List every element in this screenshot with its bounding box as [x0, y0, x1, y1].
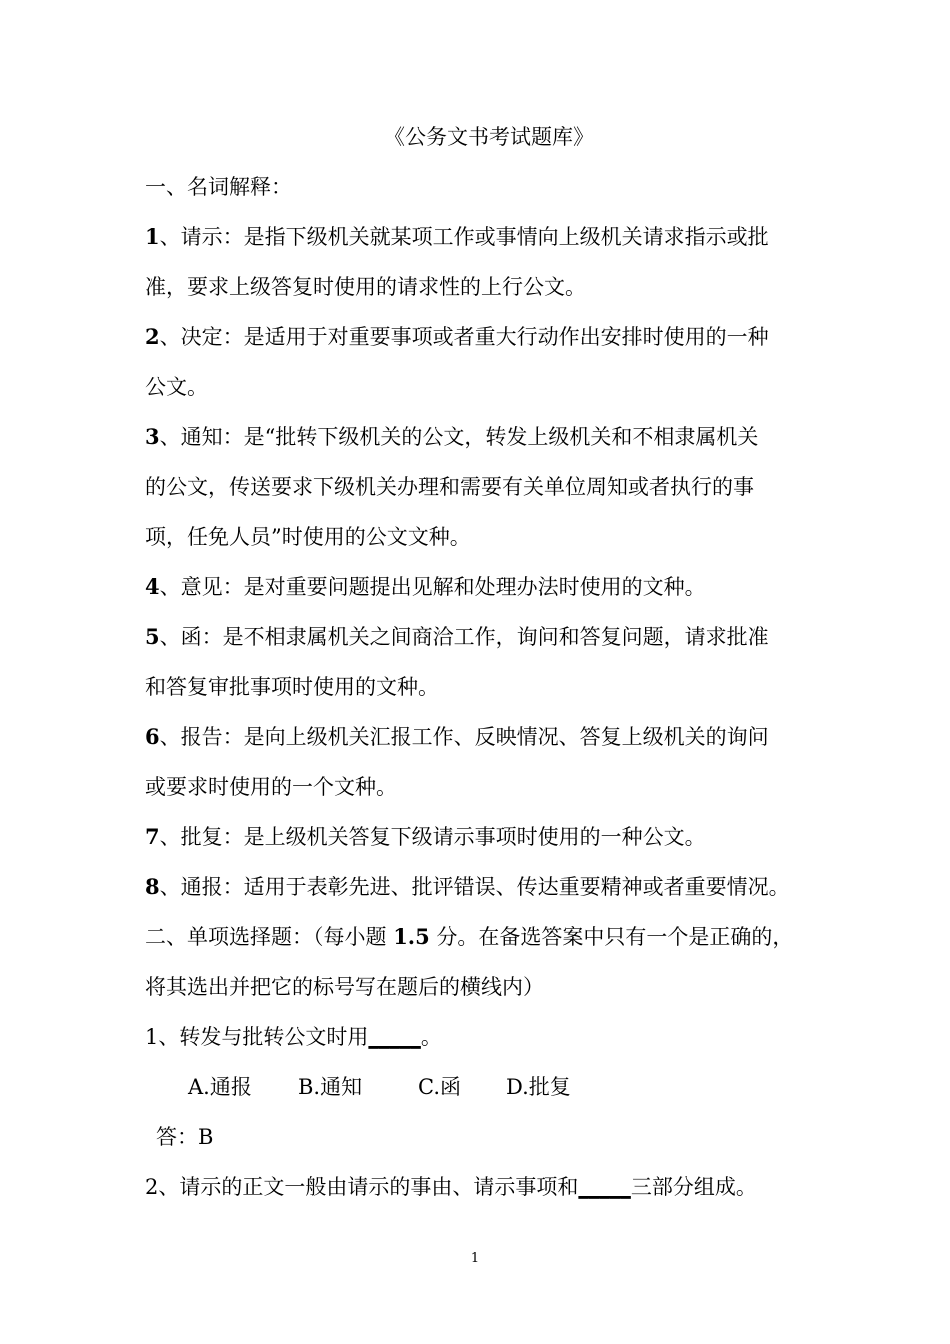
- question-1-options: [188, 1073, 571, 1101]
- definition-item-6-cont: 或要求时使用的一个文种。: [145, 775, 397, 799]
- item-separator: 、: [159, 225, 181, 249]
- item-number: 5: [145, 624, 160, 649]
- question-2: [145, 1173, 757, 1201]
- item-number: 1: [145, 224, 160, 249]
- document-title: 《公务文书考试题库》: [384, 125, 594, 149]
- item-text: 请示：是指下级机关就某项工作或事情向上级机关请求指示或批: [180, 225, 769, 249]
- item-text: 通报：适用于表彰先进、批评错误、传达重要精神或者重要情况。: [180, 875, 790, 899]
- question-1-answer: 答：B: [156, 1125, 214, 1149]
- definition-item-3-cont: 的公文，传送要求下级机关办理和需要有关单位周知或者执行的事: [145, 475, 754, 499]
- answer-blank: _____: [368, 1025, 421, 1049]
- definition-item-1: [145, 223, 769, 251]
- item-number: 4: [145, 574, 160, 599]
- item-separator: 、: [159, 825, 181, 849]
- definition-item-4: [145, 573, 706, 601]
- item-separator: 、: [159, 325, 181, 349]
- score-value: 1.5: [393, 924, 430, 949]
- definition-item-3-cont2: 项，任免人员”时使用的公文文种。: [145, 525, 471, 549]
- definition-item-7: [145, 823, 706, 851]
- question-text: 1、转发与批转公文时用: [145, 1025, 369, 1049]
- item-text: 批复：是上级机关答复下级请示事项时使用的一种公文。: [180, 825, 706, 849]
- question-text: 2、请示的正文一般由请示的事由、请示事项和: [145, 1175, 579, 1199]
- definition-item-5-cont: 和答复审批事项时使用的文种。: [145, 675, 439, 699]
- definition-item-1-cont: 准，要求上级答复时使用的请求性的上行公文。: [145, 275, 586, 299]
- definition-item-5: [145, 623, 769, 651]
- item-text: 决定：是适用于对重要事项或者重大行动作出安排时使用的一种: [180, 325, 769, 349]
- definition-item-2: [145, 323, 769, 351]
- item-number: 6: [145, 724, 160, 749]
- item-text: 函：是不相隶属机关之间商洽工作，询问和答复问题，请求批准: [180, 625, 769, 649]
- section-2-heading: [145, 923, 793, 951]
- item-separator: 、: [159, 725, 181, 749]
- option-c: C.函: [418, 1075, 461, 1099]
- item-text: 报告：是向上级机关汇报工作、反映情况、答复上级机关的询问: [180, 725, 769, 749]
- section-1-heading: 一、名词解释：: [145, 175, 292, 199]
- heading-post: 分。在备选答案中只有一个是正确的，: [429, 925, 794, 949]
- question-end: 。: [420, 1025, 442, 1049]
- item-number: 3: [145, 424, 160, 449]
- definition-item-2-cont: 公文。: [145, 375, 208, 399]
- item-number: 7: [145, 824, 160, 849]
- page-number: 1: [470, 1251, 480, 1266]
- question-end: 三部分组成。: [630, 1175, 757, 1199]
- item-separator: 、: [159, 425, 181, 449]
- heading-pre: 二、单项选择题：（每小题: [145, 925, 394, 949]
- definition-item-3: [145, 423, 758, 451]
- item-separator: 、: [159, 625, 181, 649]
- option-a: A.通报: [188, 1075, 252, 1099]
- question-1: [145, 1023, 442, 1051]
- answer-blank: _____: [578, 1175, 631, 1199]
- section-2-heading-cont: 将其选出并把它的标号写在题后的横线内）: [145, 975, 544, 999]
- definition-item-6: [145, 723, 769, 751]
- item-text: 通知：是“批转下级机关的公文，转发上级机关和不相隶属机关: [180, 425, 759, 449]
- item-text: 意见：是对重要问题提出见解和处理办法时使用的文种。: [180, 575, 706, 599]
- item-separator: 、: [159, 875, 181, 899]
- item-number: 8: [145, 874, 160, 899]
- item-separator: 、: [159, 575, 181, 599]
- option-d: D.批复: [506, 1075, 571, 1099]
- option-b: B.通知: [298, 1075, 363, 1099]
- item-number: 2: [145, 324, 160, 349]
- definition-item-8: [145, 873, 790, 901]
